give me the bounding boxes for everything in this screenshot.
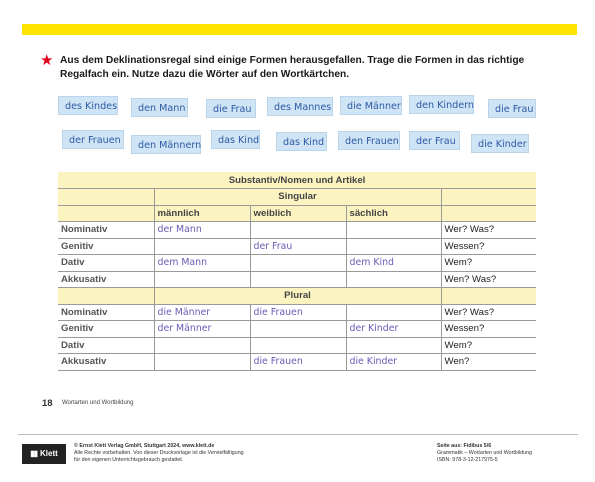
page-section-label: Wortarten und Wortbildung xyxy=(62,400,134,406)
question-cell: Wem? xyxy=(441,255,536,272)
answer-cell[interactable]: die Kinder xyxy=(346,354,441,371)
answer-cell[interactable] xyxy=(250,321,346,338)
table-row xyxy=(58,354,536,371)
answer-cell[interactable] xyxy=(250,271,346,288)
answer-cell[interactable] xyxy=(154,271,250,288)
case-label: Nominativ xyxy=(58,304,154,321)
case-label: Genitiv xyxy=(58,321,154,338)
table-title: Substantiv/Nomen und Artikel xyxy=(58,172,536,189)
case-label: Akkusativ xyxy=(58,354,154,371)
word-card[interactable]: der Frauen xyxy=(62,130,124,149)
answer-cell[interactable]: der Kinder xyxy=(346,321,441,338)
answer-cell[interactable]: die Männer xyxy=(154,304,250,321)
answer-cell[interactable]: dem Kind xyxy=(346,255,441,272)
plural-header-row xyxy=(58,288,536,305)
yellow-header-bar xyxy=(22,24,577,35)
page-number: 18 xyxy=(42,398,53,409)
gender-feminine-heading: weiblich xyxy=(250,205,346,222)
answer-cell[interactable] xyxy=(154,354,250,371)
table-row xyxy=(58,238,536,255)
table-row xyxy=(58,222,536,239)
question-cell: Wem? xyxy=(441,337,536,354)
answer-cell[interactable]: die Frauen xyxy=(250,354,346,371)
question-cell: Wessen? xyxy=(441,321,536,338)
word-card[interactable]: den Kindern xyxy=(409,95,474,114)
word-card[interactable]: den Männern xyxy=(131,135,201,154)
answer-cell[interactable] xyxy=(250,337,346,354)
question-cell: Wer? Was? xyxy=(441,222,536,239)
table-row xyxy=(58,271,536,288)
table-row xyxy=(58,321,536,338)
case-label: Genitiv xyxy=(58,238,154,255)
case-label: Akkusativ xyxy=(58,271,154,288)
answer-cell[interactable] xyxy=(346,271,441,288)
footer-copyright: © Ernst Klett Verlag GmbH, Stuttgart 2024, www.klett.de Alle Rechte vorbehalten. Von dieser Druckvorlage ist die Vervielfältigung für den eigenen Unterrichtsgebrauch gestattet. xyxy=(74,443,244,463)
question-cell: Wer? Was? xyxy=(441,304,536,321)
table-row xyxy=(58,255,536,272)
answer-cell[interactable] xyxy=(346,337,441,354)
case-label: Dativ xyxy=(58,337,154,354)
table-row xyxy=(58,304,536,321)
word-card[interactable]: die Kinder xyxy=(471,134,529,153)
case-label: Nominativ xyxy=(58,222,154,239)
answer-cell[interactable] xyxy=(250,222,346,239)
gender-neuter-heading: sächlich xyxy=(346,205,441,222)
answer-cell[interactable]: der Männer xyxy=(154,321,250,338)
answer-cell[interactable]: der Mann xyxy=(154,222,250,239)
answer-cell[interactable] xyxy=(154,238,250,255)
table-row xyxy=(58,337,536,354)
answer-cell[interactable] xyxy=(346,238,441,255)
word-card[interactable]: des Kindes xyxy=(58,96,118,115)
answer-cell[interactable] xyxy=(346,304,441,321)
task-instruction: Aus dem Deklinationsregal sind einige Formen herausgefallen. Trage die Formen in das richtige Regalfach ein. Nutze dazu die Wörter auf den Wortkärtchen. xyxy=(60,55,525,80)
question-cell: Wen? xyxy=(441,354,536,371)
word-card[interactable]: den Mann xyxy=(131,98,188,117)
gender-masculine-heading: männlich xyxy=(154,205,250,222)
word-card[interactable]: die Frau xyxy=(206,99,256,118)
logo-mark-icon: ▮▮ xyxy=(30,449,38,458)
answer-cell[interactable] xyxy=(250,255,346,272)
question-cell: Wessen? xyxy=(441,238,536,255)
word-card[interactable]: den Frauen xyxy=(338,131,400,150)
word-card[interactable]: die Frau xyxy=(488,99,536,118)
question-cell: Wen? Was? xyxy=(441,271,536,288)
case-label: Dativ xyxy=(58,255,154,272)
word-card[interactable]: des Mannes xyxy=(267,97,333,116)
answer-cell[interactable]: die Frauen xyxy=(250,304,346,321)
star-icon: ★ xyxy=(40,52,54,69)
word-card[interactable]: die Männer xyxy=(340,96,402,115)
footer-source: Seite aus: Fidibus 5/6 Grammatik – Wortarten und Wortbildung ISBN: 978-3-12-217975-5 xyxy=(437,443,532,463)
singular-heading: Singular xyxy=(154,189,441,206)
answer-cell[interactable] xyxy=(154,337,250,354)
answer-cell[interactable] xyxy=(346,222,441,239)
singular-header-row xyxy=(58,189,536,206)
gender-header-row xyxy=(58,205,536,222)
table-title-row xyxy=(58,172,536,189)
klett-logo: ▮▮ Klett xyxy=(22,444,66,464)
plural-heading: Plural xyxy=(154,288,441,305)
word-card[interactable]: der Frau xyxy=(409,131,460,150)
footer-divider xyxy=(18,434,578,435)
answer-cell[interactable]: dem Mann xyxy=(154,255,250,272)
word-card[interactable]: das Kind xyxy=(211,130,260,149)
answer-cell[interactable]: der Frau xyxy=(250,238,346,255)
word-card[interactable]: das Kind xyxy=(276,132,327,151)
declension-table xyxy=(58,172,536,371)
